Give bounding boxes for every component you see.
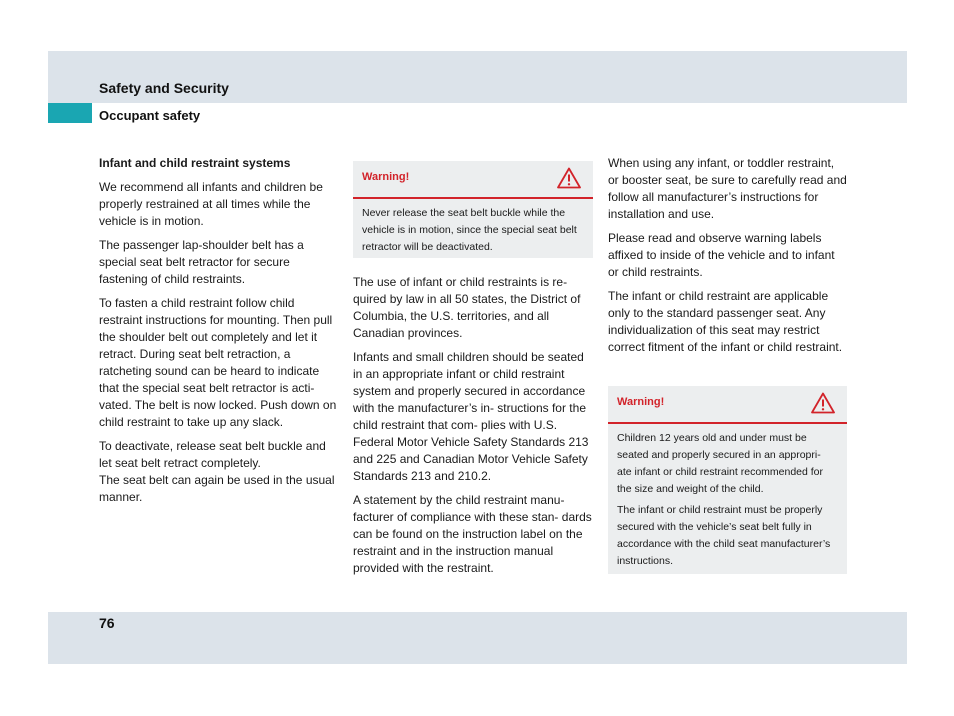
paragraph: Infants and small children should be seated in an appropriate infant or child restraint system and properly secured in accordance with the manufacturer’s in- structions for the child restraint that com- plies with U.S. Federal Motor Vehicle Safety Standards 213 and 225 and Canadian Motor Vehicle Safety Standards 213 and 210.2. — [353, 350, 589, 483]
warning-box-seat-belt — [353, 161, 593, 258]
restraint-systems-heading: Infant and child restraint systems — [99, 156, 291, 170]
paragraph: Please read and observe warning labels affixed to inside of the vehicle and to infant or child restraints. — [608, 231, 835, 279]
warning-header — [608, 386, 847, 424]
warning-label: Warning! — [362, 171, 410, 183]
section-title: Safety and Security — [99, 80, 229, 96]
paragraph: The passenger lap-shoulder belt has a special seat belt retractor for secure fastening of child restraints. — [99, 238, 304, 286]
warning-body — [608, 424, 847, 580]
paragraph: To deactivate, release seat belt buckle and let seat belt retract completely. — [99, 439, 326, 470]
warning-body — [353, 199, 593, 266]
paragraph: To fasten a child restraint follow child restraint instructions for mounting. Then pull the shoulder belt out completely and let it retract. During seat belt retraction, a ratcheting sound can be heard to indicate that the special seat belt retractor is acti- vated. The belt is now locked. Push down on child restraint to take up any slack. — [99, 296, 337, 429]
warning-label: Warning! — [617, 396, 665, 408]
paragraph: A statement by the child restraint manu- facturer of compliance with these stan- dards can be found on the instruction label on the restraint and in the instruction manual provided with the restraint. — [353, 493, 592, 575]
page-number: 76 — [99, 615, 115, 631]
warning-text: Children 12 years old and under must be seated and properly secured in an appropri- ate infant or child restraint recommended for the size and weight of the child. — [617, 432, 824, 495]
column-2 — [353, 274, 593, 584]
warning-text: Never release the seat belt buckle while the vehicle is in motion, since the special seat belt retractor will be deactivated. — [362, 207, 577, 253]
subsection-title: Occupant safety — [99, 108, 201, 123]
warning-box-children — [608, 386, 847, 574]
column-1 — [99, 155, 337, 513]
paragraph: The infant or child restraint are applicable only to the standard passenger seat. Any individualization of this seat may restrict correct fitment of the infant or child restraint. — [608, 289, 843, 354]
warning-header — [353, 161, 593, 199]
section-accent-marker — [48, 103, 92, 123]
warning-triangle-icon — [557, 167, 581, 189]
paragraph: The seat belt can again be used in the usual manner. — [99, 473, 335, 504]
footer-band — [48, 612, 907, 664]
paragraph: We recommend all infants and children be properly restrained at all times while the vehicle is in motion. — [99, 180, 323, 228]
warning-text: The infant or child restraint must be properly secured with the vehicle’s seat belt fully in accordance with the child seat manufacturer’s instructions. — [617, 504, 831, 567]
column-3 — [608, 155, 848, 363]
warning-triangle-icon — [811, 392, 835, 414]
paragraph: The use of infant or child restraints is re- quired by law in all 50 states, the District of Columbia, the U.S. territories, and all Canadian provinces. — [353, 275, 581, 340]
paragraph: When using any infant, or toddler restraint, or booster seat, be sure to carefully read and follow all manufacturer’s instructions for installation and use. — [608, 156, 847, 221]
